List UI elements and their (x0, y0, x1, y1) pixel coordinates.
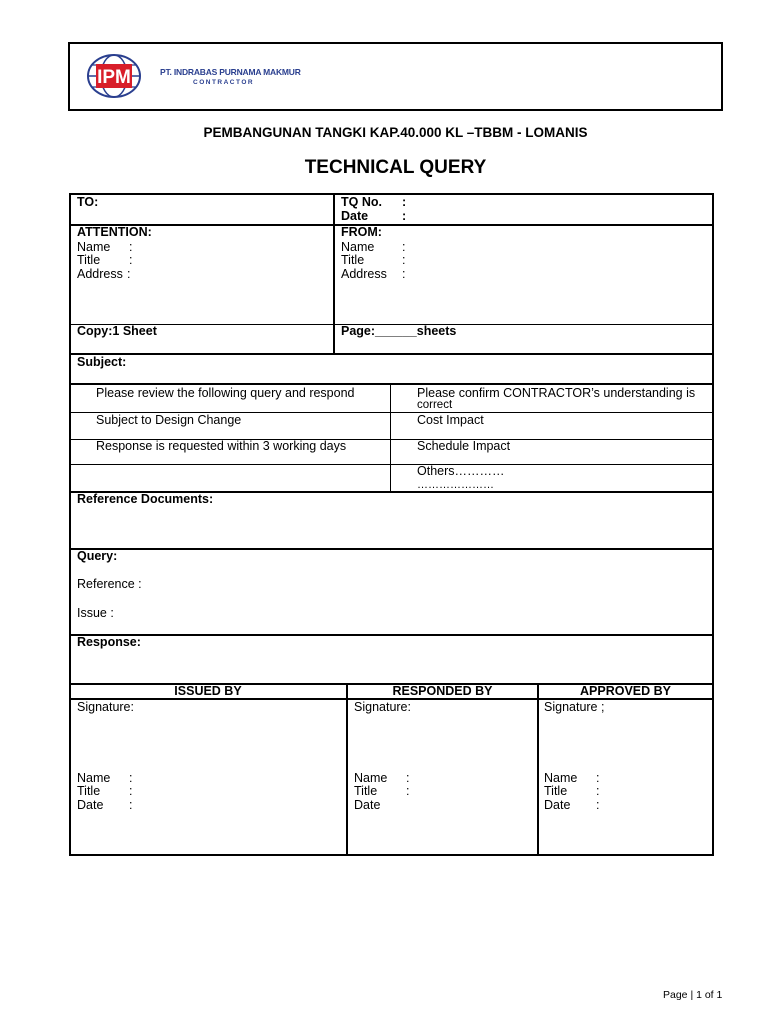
query-reference-label: Reference : (77, 577, 142, 591)
option-schedule-impact: Schedule Impact (417, 439, 511, 453)
query-label: Query: (77, 549, 118, 563)
subject-label: Subject: (77, 355, 127, 369)
option-review-query: Please review the following query and respond (96, 386, 355, 400)
attention-label: ATTENTION: (77, 225, 152, 239)
company-name: PT. INDRABAS PURNAMA MAKMUR (160, 67, 301, 77)
tq-no-label: TQ No. (341, 195, 382, 209)
copy-label: Copy:1 Sheet (77, 324, 157, 338)
to-label: TO: (77, 195, 99, 209)
approved-title-label: Title (544, 784, 568, 798)
attention-title-label: Title (77, 253, 101, 267)
issued-name-label: Name (77, 771, 111, 785)
from-address-label: Address (341, 267, 387, 281)
company-logo (84, 52, 144, 100)
option-others: Others………… (417, 464, 505, 478)
responded-date-label: Date (354, 798, 381, 812)
tq-no-colon: : (402, 195, 407, 209)
option-confirm-understanding-cont: correct (417, 399, 453, 411)
option-response-3-days: Response is requested within 3 working days (96, 439, 347, 453)
company-role: CONTRACTOR (193, 79, 255, 86)
option-design-change: Subject to Design Change (96, 413, 242, 427)
date-colon: : (402, 209, 407, 223)
project-title: PEMBANGUNAN TANGKI KAP.40.000 KL –TBBM - LOMANIS (203, 125, 588, 140)
approved-signature-label: Signature ; (544, 700, 605, 714)
option-others-cont: ………………… (417, 479, 494, 491)
from-label: FROM: (341, 225, 382, 239)
issued-signature-label: Signature: (77, 700, 134, 714)
form-bottom-border (69, 854, 714, 856)
form-top-border (69, 193, 714, 195)
responded-signature-label: Signature: (354, 700, 411, 714)
option-confirm-understanding: Please confirm CONTRACTOR’s understanding is (417, 386, 696, 400)
issued-title-label: Title (77, 784, 101, 798)
reference-documents-label: Reference Documents: (77, 492, 214, 506)
query-issue-label: Issue : (77, 606, 114, 620)
responded-title-label: Title (354, 784, 378, 798)
from-title-label: Title (341, 253, 365, 267)
option-cost-impact: Cost Impact (417, 413, 484, 427)
doc-title: TECHNICAL QUERY (304, 157, 487, 178)
from-name-label: Name (341, 240, 375, 254)
signoff-divider-1 (346, 683, 348, 856)
signoff-divider-2 (537, 683, 539, 856)
response-label: Response: (77, 635, 141, 649)
form-left-border (69, 193, 71, 856)
approved-by-header: APPROVED BY (580, 684, 671, 698)
page-label: Page:______sheets (341, 324, 457, 338)
issued-by-header: ISSUED BY (174, 684, 242, 698)
to-from-divider (333, 193, 335, 354)
date-label: Date (341, 209, 369, 223)
responded-by-header: RESPONDED BY (392, 684, 493, 698)
logo-text: IPM (97, 67, 131, 88)
attention-name-label: Name (77, 240, 111, 254)
attention-address-label: Address (77, 267, 123, 281)
issued-date-label: Date (77, 798, 104, 812)
responded-name-label: Name (354, 771, 388, 785)
page-footer: Page | 1 of 1 (663, 989, 723, 1001)
approved-name-label: Name (544, 771, 578, 785)
form-right-border (712, 193, 714, 856)
options-divider (390, 384, 391, 491)
approved-date-label: Date (544, 798, 571, 812)
